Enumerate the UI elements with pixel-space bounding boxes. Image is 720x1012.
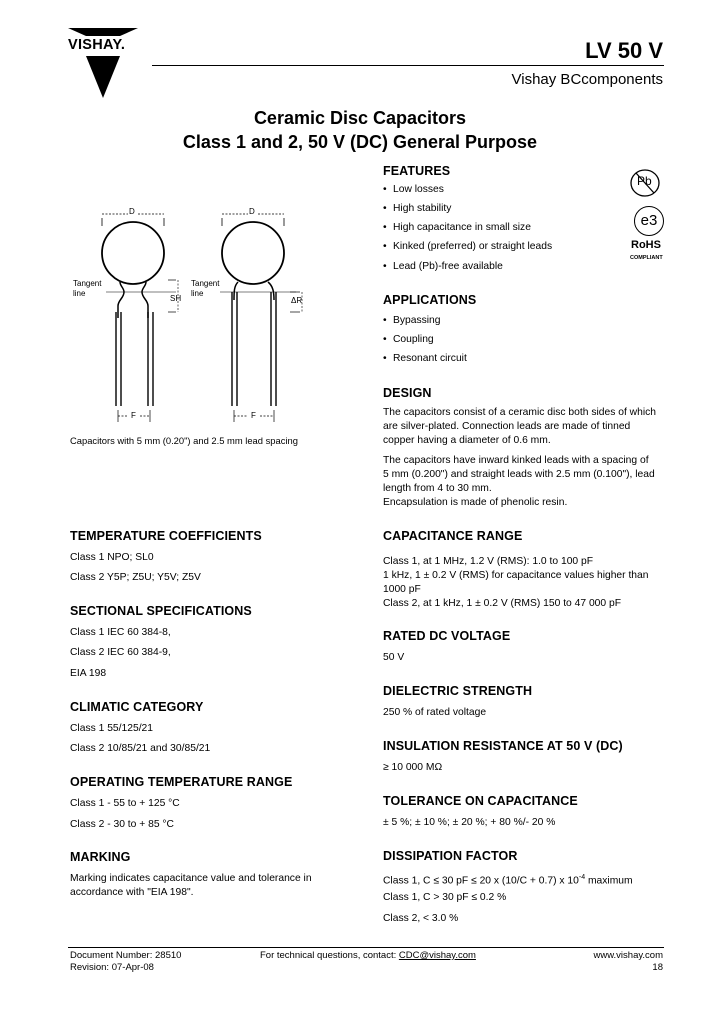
drawing-label-tangent-left: Tangent <box>73 279 102 288</box>
dissipation-text: Class 2, < 3.0 % <box>383 913 459 924</box>
feature-item: • High capacitance in small size <box>393 222 531 233</box>
dielectric-text: 250 % of rated voltage <box>383 707 487 718</box>
drawing-label-line-left: line <box>73 289 86 298</box>
feature-item: • Low losses <box>393 184 444 195</box>
footer-divider <box>68 947 664 948</box>
design-text: The capacitors have inward kinked leads with a spacing of <box>383 455 649 466</box>
cap-range-text: 1 kHz, 1 ± 0.2 V (RMS) for capacitance values higher than <box>383 570 649 581</box>
cap-range-text: Class 1, at 1 MHz, 1.2 V (RMS): 1.0 to 100 pF <box>383 556 594 567</box>
drawing-label-tangent-right: Tangent <box>191 279 220 288</box>
drawing-label-dr: ΔR <box>291 296 303 305</box>
drawing-label-sh: SH <box>170 294 182 303</box>
rohs-compliant-label: COMPLIANT <box>630 255 663 261</box>
op-temp-heading: OPERATING TEMPERATURE RANGE <box>70 775 293 789</box>
page-number: 18 <box>652 962 663 973</box>
applications-heading: APPLICATIONS <box>383 293 477 307</box>
header-divider <box>152 65 664 66</box>
design-text: copper having a diameter of 0.6 mm. <box>383 435 551 446</box>
feature-item: • Kinked (preferred) or straight leads <box>393 241 552 252</box>
drawing-label-f-right: F <box>251 411 256 420</box>
feature-item: • Lead (Pb)-free available <box>393 261 503 272</box>
design-text: 5 mm (0.200") and straight leads with 2.5 mm (0.100"), lead <box>383 469 655 480</box>
application-item: • Resonant circuit <box>393 353 467 364</box>
dissipation-heading: DISSIPATION FACTOR <box>383 849 518 863</box>
capacitor-drawing <box>68 200 340 430</box>
website-link[interactable]: www.vishay.com <box>593 950 663 961</box>
drawing-caption: Capacitors with 5 mm (0.20") and 2.5 mm lead spacing <box>70 435 298 446</box>
op-temp-text: Class 1 - 55 to + 125 °C <box>70 798 180 809</box>
dissipation-text <box>383 871 633 887</box>
temp-coeff-heading: TEMPERATURE COEFFICIENTS <box>70 529 262 543</box>
design-text: The capacitors consist of a ceramic disc both sides of which <box>383 407 656 418</box>
design-heading: DESIGN <box>383 386 432 400</box>
drawing-label-d-left: D <box>129 207 135 216</box>
climatic-text: Class 1 55/125/21 <box>70 723 154 734</box>
cap-range-text: 1000 pF <box>383 584 421 595</box>
pb-label: Pb <box>637 174 652 188</box>
doc-number: Document Number: 28510 <box>70 950 182 961</box>
design-text: Encapsulation is made of phenolic resin. <box>383 497 568 508</box>
cap-range-heading: CAPACITANCE RANGE <box>383 529 523 543</box>
drawing-label-d-right: D <box>249 207 255 216</box>
design-text: are silver-plated. Connection leads are made of tinned <box>383 421 631 432</box>
marking-text: accordance with "EIA 198". <box>70 887 194 898</box>
contact-text <box>260 950 476 961</box>
e3-badge <box>634 206 664 236</box>
marking-text: Marking indicates capacitance value and tolerance in <box>70 873 312 884</box>
pb-free-badge <box>627 168 663 198</box>
dissipation-exponent: -4 <box>578 874 586 881</box>
temp-coeff-text: Class 1 NPO; SL0 <box>70 552 154 563</box>
sectional-text: EIA 198 <box>70 668 107 679</box>
insulation-text: ≥ 10 000 MΩ <box>383 762 443 773</box>
vishay-logo <box>68 28 138 98</box>
temp-coeff-text: Class 2 Y5P; Z5U; Y5V; Z5V <box>70 572 201 583</box>
brand-name: Vishay BCcomponents <box>511 71 663 88</box>
sectional-text: Class 2 IEC 60 384-9, <box>70 647 171 658</box>
application-item: • Coupling <box>393 334 434 345</box>
tolerance-heading: TOLERANCE ON CAPACITANCE <box>383 794 578 808</box>
op-temp-text: Class 2 - 30 to + 85 °C <box>70 819 174 830</box>
drawing-label-line-right: line <box>191 289 204 298</box>
insulation-heading: INSULATION RESISTANCE AT 50 V (DC) <box>383 739 623 753</box>
capacitor-outline-drawing <box>68 200 340 430</box>
sectional-text: Class 1 IEC 60 384-8, <box>70 627 171 638</box>
page-title-line2: Class 1 and 2, 50 V (DC) General Purpose <box>182 132 538 152</box>
rohs-label: RoHS <box>631 239 661 251</box>
features-heading: FEATURES <box>383 164 451 178</box>
climatic-text: Class 2 10/85/21 and 30/85/21 <box>70 743 211 754</box>
e3-label: e3 <box>640 212 658 229</box>
contact-prefix: For technical questions, contact: <box>260 950 399 961</box>
revision: Revision: 07-Apr-08 <box>70 962 154 973</box>
design-text: length from 4 to 30 mm. <box>383 483 492 494</box>
drawing-label-f-left: F <box>131 411 136 420</box>
rated-dc-text: 50 V <box>383 652 405 663</box>
marking-heading: MARKING <box>70 850 131 864</box>
climatic-heading: CLIMATIC CATEGORY <box>70 700 204 714</box>
tolerance-text: ± 5 %; ± 10 %; ± 20 %; + 80 %/- 20 % <box>383 817 556 828</box>
dielectric-heading: DIELECTRIC STRENGTH <box>383 684 533 698</box>
page-title-line1: Ceramic Disc Capacitors <box>253 108 467 128</box>
rated-dc-heading: RATED DC VOLTAGE <box>383 629 511 643</box>
part-number: LV 50 V <box>585 38 663 63</box>
application-item: • Bypassing <box>393 315 441 326</box>
dissipation-text-part: maximum <box>585 875 633 887</box>
vishay-logo-text: VISHAY. <box>68 37 126 53</box>
feature-item: • High stability <box>393 203 451 214</box>
contact-email-link[interactable]: CDC@vishay.com <box>398 950 476 961</box>
sectional-heading: SECTIONAL SPECIFICATIONS <box>70 604 252 618</box>
cap-range-text: Class 2, at 1 kHz, 1 ± 0.2 V (RMS) 150 to 47 000 pF <box>383 598 622 609</box>
dissipation-text-part: Class 1, C ≤ 30 pF ≤ 20 x (10/C + 0.7) x 10 <box>383 875 579 887</box>
dissipation-text: Class 1, C > 30 pF ≤ 0.2 % <box>383 892 507 903</box>
